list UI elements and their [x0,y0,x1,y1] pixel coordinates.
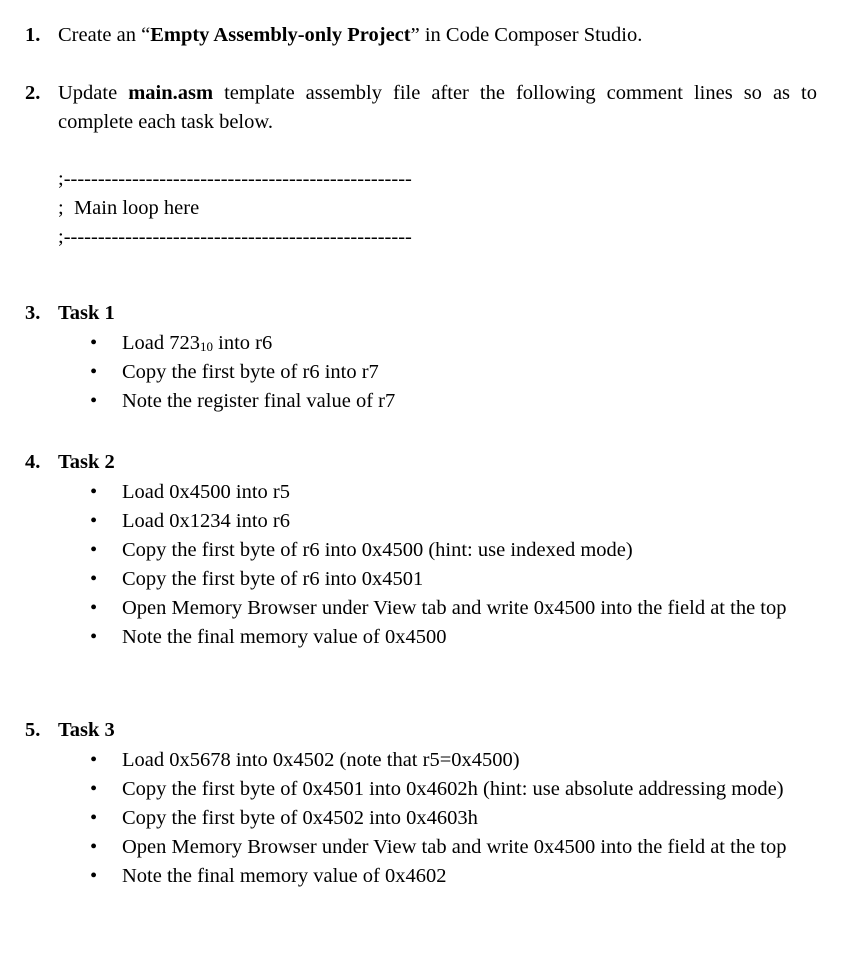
bullet-icon: • [90,836,98,858]
bullet-icon: • [90,749,98,771]
bullet-icon: • [90,361,98,383]
comment-separator-bottom: ;--------------------------------------------------- [58,226,412,248]
step-text: Create an “Empty Assembly-only Project” in Code Composer Studio. [58,24,643,46]
list-item: • Load 0x5678 into 0x4502 (note that r5=0x4500) [0,746,817,775]
list-item: • Load 0x1234 into r6 [0,507,817,536]
task-1-bullets [0,329,817,416]
list-item: • Copy the first byte of r6 into 0x4501 [0,565,817,594]
list-item: • Note the final memory value of 0x4602 [0,862,817,891]
comment-separator-top: ;--------------------------------------------------- [58,168,412,190]
bullet-icon: • [90,865,98,887]
list-item: • Copy the first byte of r6 into 0x4500 (hint: use indexed mode) [0,536,817,565]
task-2-bullets [0,478,817,652]
task-title: Task 2 [58,451,115,473]
step-text: Update main.asm template assembly file after the following comment lines so as to complete each task below. [58,82,817,133]
task-number: 3. [25,302,41,324]
step-number: 1. [25,24,41,46]
bullet-icon: • [90,626,98,648]
list-item: • Copy the first byte of r6 into r7 [0,358,817,387]
list-item: • Load 0x4500 into r5 [0,478,817,507]
bullet-icon: • [90,597,98,619]
list-item: • Note the final memory value of 0x4500 [0,623,817,652]
list-item: • Copy the first byte of 0x4502 into 0x4603h [0,804,817,833]
list-item: • Note the register final value of r7 [0,387,817,416]
bullet-icon: • [90,390,98,412]
bullet-icon: • [90,332,98,354]
step-number: 2. [25,82,41,104]
list-item: • Open Memory Browser under View tab and write 0x4500 into the field at the top [0,594,817,623]
list-item: • Load $723_{10}$ into r6 [0,329,817,358]
bullet-icon: • [90,539,98,561]
bullet-icon: • [90,481,98,503]
bullet-icon: • [90,568,98,590]
bullet-icon: • [90,778,98,800]
task-3-bullets [0,746,817,891]
bullet-icon: • [90,807,98,829]
task-title: Task 3 [58,719,115,741]
list-item: • Open Memory Browser under View tab and write 0x4500 into the field at the top [0,833,817,862]
task-number: 4. [25,451,41,473]
bullet-icon: • [90,510,98,532]
task-number: 5. [25,719,41,741]
task-title: Task 1 [58,302,115,324]
list-item: • Copy the first byte of 0x4501 into 0x4602h (hint: use absolute addressing mode) [0,775,817,804]
comment-main-loop: ; Main loop here [58,197,200,219]
